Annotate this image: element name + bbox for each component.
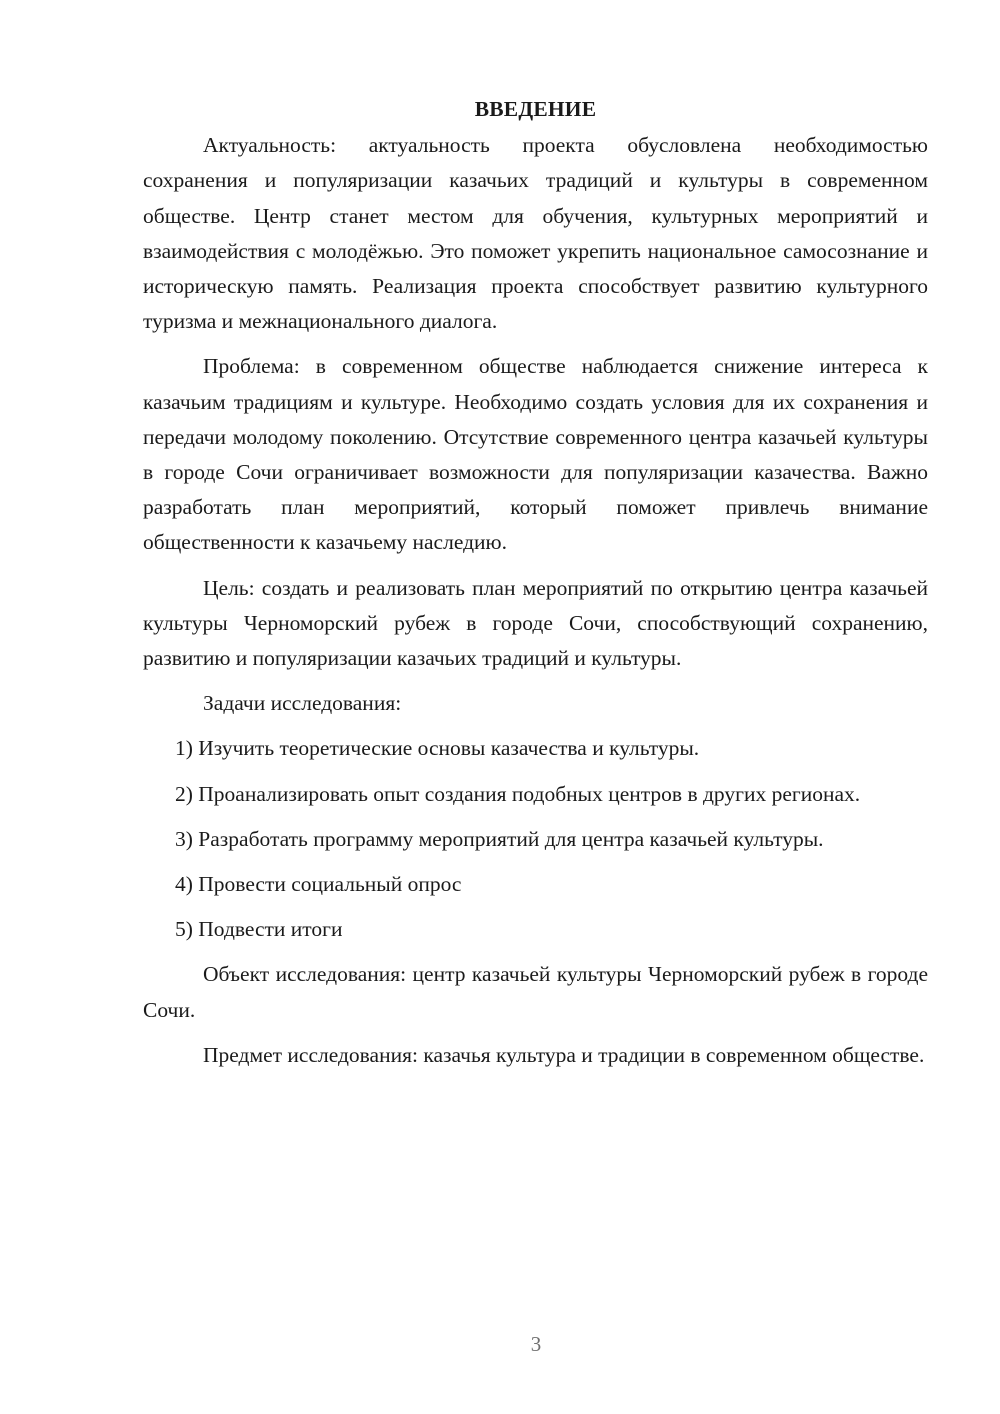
task-item: 1) Изучить теоретические основы казачества и культуры.	[175, 736, 700, 761]
object-paragraph: Объект исследования: центр казачьей культуры Черноморский рубеж в городе Сочи.	[143, 962, 928, 1022]
goal-paragraph: Цель: создать и реализовать план мероприятий по открытию центра казачьей культуры Черноморский рубеж в городе Сочи, способствующий сохранению, развитию и популяризации казачьих традиций и культуры.	[143, 575, 928, 671]
task-item: 3) Разработать программу мероприятий для центра казачьей культуры.	[175, 826, 824, 851]
document-page	[143, 92, 928, 1083]
task-item: 2) Проанализировать опыт создания подобных центров в других регионах.	[175, 781, 861, 806]
tasks-heading: Задачи исследования:	[203, 691, 402, 716]
page-number: 3	[530, 1332, 542, 1356]
relevance-paragraph: Актуальность: актуальность проекта обусловлена необходимостью сохранения и популяризации казачьих традиций и культуры в современном обществе. Центр станет местом для обучения, культурных мероприятий и взаимодействия с молодёжью. Это поможет укрепить национальное самосознание и историческую память. Реализация проекта способствует развитию культурного туризма и межнационального диалога.	[143, 133, 928, 334]
task-item: 5) Подвести итоги	[175, 917, 343, 942]
page-title: ВВЕДЕНИЕ	[474, 97, 597, 121]
problem-paragraph: Проблема: в современном обществе наблюдается снижение интереса к казачьим традициям и культуре. Необходимо создать условия для их сохранения и передачи молодому поколению. Отсутствие современного центра казачьей культуры в городе Сочи ограничивает возможности для популяризации казачества. Важно разработать план мероприятий, который поможет привлечь внимание общественности к казачьему наследию.	[143, 354, 928, 555]
subject-paragraph: Предмет исследования: казачья культура и традиции в современном обществе.	[203, 1042, 925, 1067]
task-item: 4) Провести социальный опрос	[175, 872, 462, 897]
